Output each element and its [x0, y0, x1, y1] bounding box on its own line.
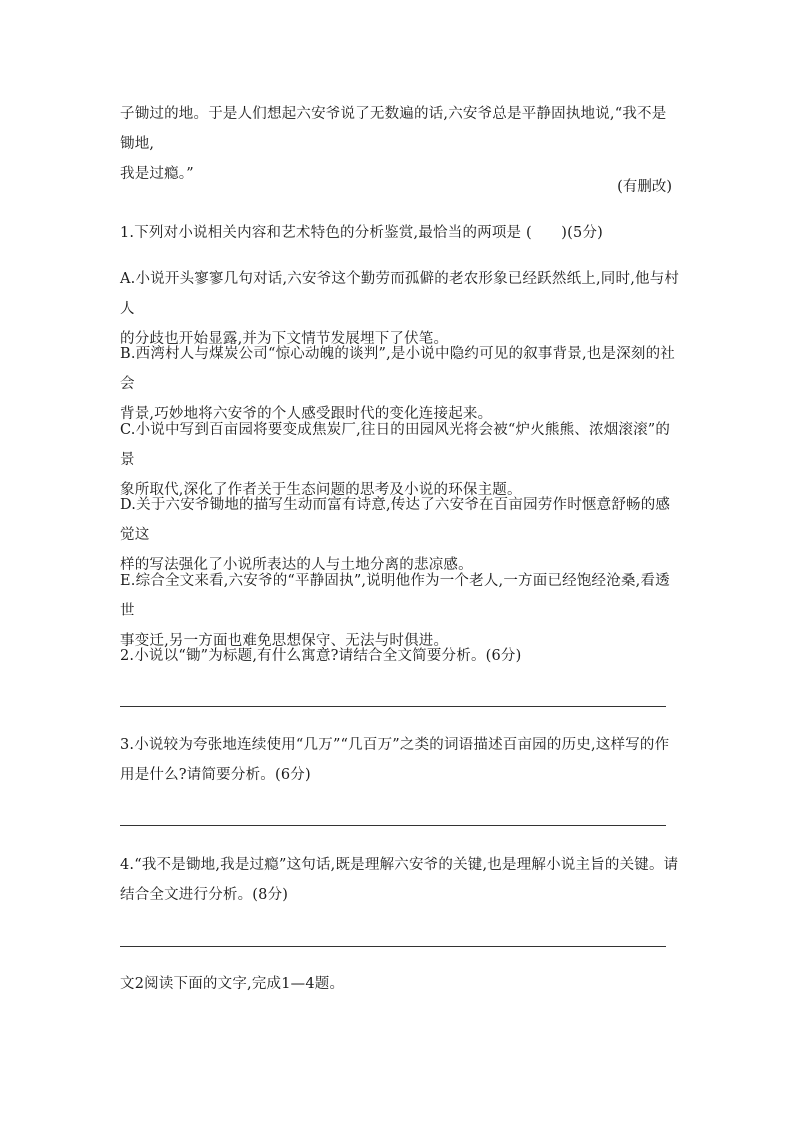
option-line: A.小说开头寥寥几句对话,六安爷这个勤劳而孤僻的老农形象已经跃然纸上,同时,他与村人 — [120, 271, 680, 317]
answer-line-q2[interactable] — [120, 706, 666, 707]
option-line: 象所取代,深化了作者关于生态问题的思考及小说的环保主题。 — [120, 482, 522, 498]
passage-line: 我是过瘾。” — [120, 166, 194, 182]
answer-line-q3[interactable] — [120, 825, 666, 826]
option-line: D.关于六安爷锄地的描写生动而富有诗意,传达了六安爷在百亩园劳作时惬意舒畅的感觉这 — [120, 497, 671, 543]
option-line: 事变迁,另一方面也难免思想保守、无法与时俱进。 — [120, 633, 449, 649]
option-line: 背景,巧妙地将六安爷的个人感受跟时代的变化连接起来。 — [120, 406, 493, 422]
option-line: E.综合全文来看,六安爷的“平静固执”,说明他作为一个老人,一方面已经饱经沧桑,看透世 — [120, 573, 670, 619]
passage-line: 子锄过的地。于是人们想起六安爷说了无数遍的话,六安爷总是平静固执地说,“我不是锄地, — [120, 106, 667, 152]
option-line: 样的写法强化了小说所表达的人与土地分离的悲凉感。 — [120, 557, 473, 573]
question-line: 结合全文进行分析。(8分) — [120, 887, 289, 903]
answer-line-q4[interactable] — [120, 946, 666, 947]
option-line: 的分歧也开始显露,并为下文情节发展埋下了伏笔。 — [120, 331, 449, 347]
passage-end-paragraph — [120, 99, 680, 189]
option-line: B.西湾村人与煤炭公司“惊心动魄的谈判”,是小说中隐约可见的叙事背景,也是深刻的社会 — [120, 346, 676, 392]
question-line: 3.小说较为夸张地连续使用“几万”“几百万”之类的词语描述百亩园的历史,这样写的作 — [120, 737, 670, 753]
question-1-stem: 1.下列对小说相关内容和艺术特色的分析鉴赏,最恰当的两项是 ( )(5分) — [120, 225, 604, 241]
question-line: 用是什么?请简要分析。(6分) — [120, 767, 311, 783]
question-4-stem — [120, 850, 680, 910]
question-2-stem: 2.小说以“锄”为标题,有什么寓意?请结合全文简要分析。(6分) — [120, 648, 522, 664]
next-section-heading: 文2阅读下面的文字,完成1—4题。 — [120, 976, 345, 992]
revision-note: (有删改) — [617, 179, 672, 195]
question-3-stem — [120, 730, 680, 790]
question-line: 4.“我不是锄地,我是过瘾”这句话,既是理解六安爷的关键,也是理解小说主旨的关键。请 — [120, 857, 679, 873]
option-line: C.小说中写到百亩园将要变成焦炭厂,往日的田园风光将会被“炉火熊熊、浓烟滚滚”的景 — [120, 422, 671, 468]
